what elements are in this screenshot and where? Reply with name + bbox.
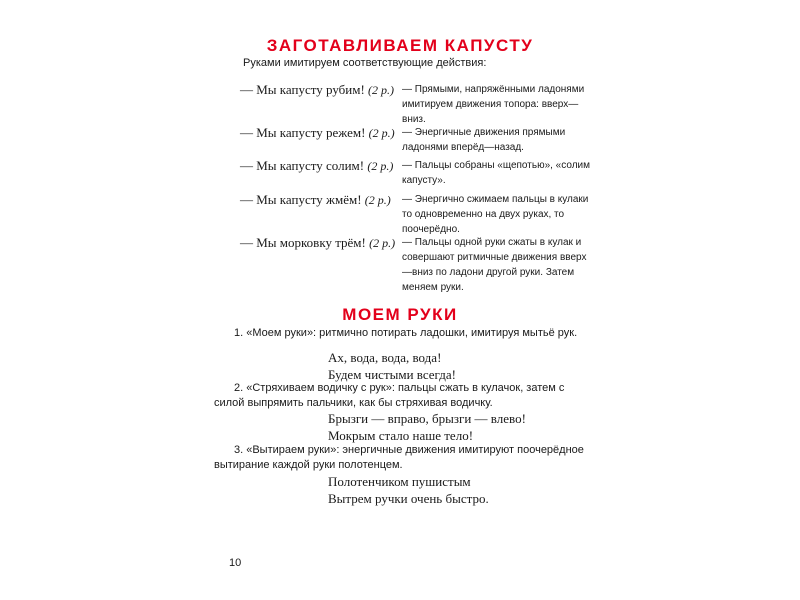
phrase-text: — Мы капусту режем!	[240, 125, 366, 140]
exercise-phrase	[240, 82, 394, 98]
exercise-phrase	[240, 158, 393, 174]
exercise-action: — Прямыми, напряжёнными ладонями имитируем движения топора: вверх—вниз.	[402, 84, 585, 125]
section-title-cabbage: ЗАГОТАВЛИВАЕМ КАПУСТУ	[266, 36, 534, 55]
exercise-action: — Энергично сжимаем пальцы в кулаки то одновременно на двух руках, то поочерёдно.	[402, 194, 589, 235]
rhyme-verse	[328, 410, 526, 444]
repeat-mark: (2 р.)	[367, 159, 394, 173]
exercise-action: — Пальцы собраны «щепотью», «солим капусту».	[402, 160, 590, 186]
section-intro: Руками имитируем соответствующие действия:	[243, 57, 487, 69]
verse-line: Вытрем ручки очень быстро.	[328, 491, 489, 506]
verse-line: Брызги — вправо, брызги — влево!	[328, 411, 526, 426]
section-title-washing-hands: МОЕМ РУКИ	[342, 305, 458, 324]
phrase-text: — Мы капусту жмём!	[240, 192, 362, 207]
repeat-mark: (2 р.)	[368, 126, 395, 140]
repeat-mark: (2 р.)	[368, 83, 395, 97]
verse-line: Ах, вода, вода, вода!	[328, 350, 442, 365]
exercise-instruction: 3. «Вытираем руки»: энергичные движения имитируют поочерёдное вытирание каждой руки полотенцем.	[214, 444, 584, 471]
exercise-action: — Энергичные движения прямыми ладонями вперёд—назад.	[402, 127, 566, 153]
page-number: 10	[229, 557, 242, 569]
exercise-instruction: 2. «Стряхиваем водичку с рук»: пальцы сжать в кулачок, затем с силой выпрямить пальчики, как бы стряхивая водичку.	[214, 382, 565, 409]
repeat-mark: (2 р.)	[369, 236, 396, 250]
rhyme-verse	[328, 473, 489, 507]
verse-line: Полотенчиком пушистым	[328, 474, 471, 489]
verse-line: Мокрым стало наше тело!	[328, 428, 474, 443]
rhyme-verse	[328, 349, 456, 383]
phrase-text: — Мы морковку трём!	[240, 235, 366, 250]
phrase-text: — Мы капусту солим!	[240, 158, 365, 173]
exercise-action: — Пальцы одной руки сжаты в кулак и совершают ритмичные движения вверх—вниз по ладони другой руки. Затем меняем руки.	[402, 237, 587, 293]
exercise-phrase	[240, 235, 395, 251]
exercise-phrase	[240, 192, 391, 208]
exercise-phrase	[240, 125, 395, 141]
phrase-text: — Мы капусту рубим!	[240, 82, 365, 97]
exercise-instruction: 1. «Моем руки»: ритмично потирать ладошки, имитируя мытьё рук.	[234, 327, 578, 339]
verse-line: Будем чистыми всегда!	[328, 367, 456, 382]
repeat-mark: (2 р.)	[364, 193, 391, 207]
